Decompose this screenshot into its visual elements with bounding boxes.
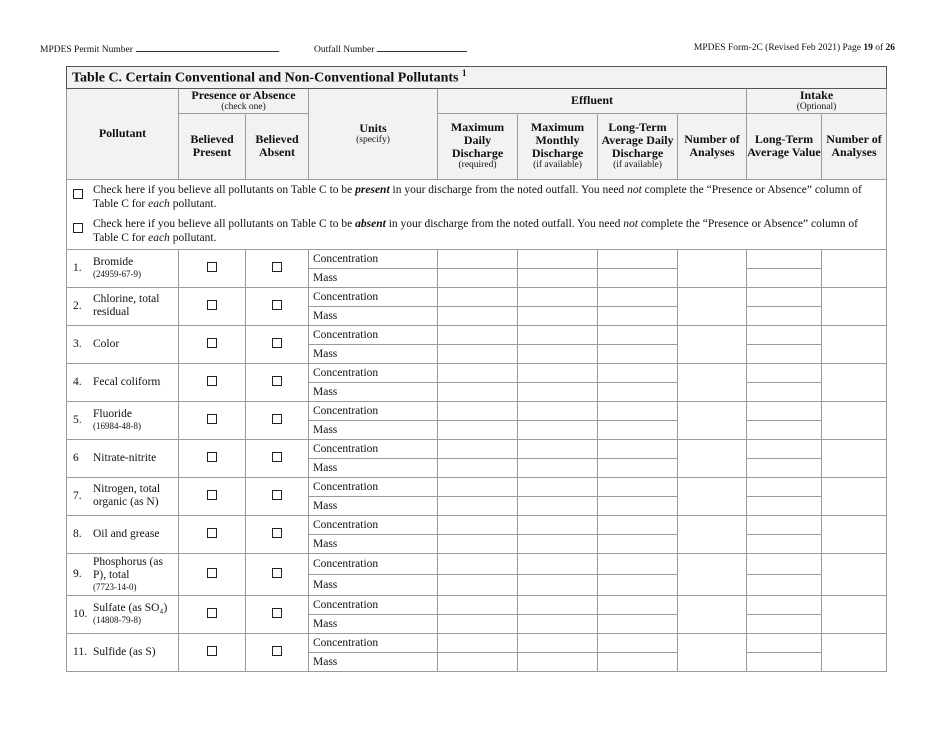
pollutant-4-number: 4.: [73, 375, 82, 388]
col-group-effluent: Effluent: [438, 88, 747, 113]
pollutant-8-cell: [67, 515, 179, 553]
pollutant-3-absent-cell: [246, 325, 309, 363]
permit-number-field[interactable]: [40, 42, 279, 56]
pollutant-11-unit-mass: Mass: [309, 652, 438, 671]
all-present-checkbox[interactable]: [73, 189, 83, 199]
pollutant-10-unit-mass: Mass: [309, 614, 438, 633]
pollutant-10-name: Sulfate (as SO₄): [93, 602, 168, 615]
pollutant-3-cell: [67, 325, 179, 363]
pollutant-1-mass-intake-avg[interactable]: [747, 268, 822, 287]
pollutant-9-unit-mass: Mass: [309, 574, 438, 595]
pollutant-10-unit-concentration: Concentration: [309, 595, 438, 614]
pollutant-1-believed-present-checkbox[interactable]: [207, 262, 217, 272]
pollutant-11-believed-present-checkbox[interactable]: [207, 646, 217, 656]
pollutant-7-mass-max-daily[interactable]: [438, 496, 518, 515]
col-num-analyses-intake: Number of Analyses: [822, 113, 887, 179]
pollutant-8-mass-max-daily[interactable]: [438, 534, 518, 553]
pollutant-11-conc-max-monthly[interactable]: [518, 633, 598, 652]
pollutant-11-mass-long-term-avg[interactable]: [598, 652, 678, 671]
pollutant-1-present-cell: [179, 249, 246, 287]
pollutant-1-name: Bromide: [93, 256, 134, 269]
pollutant-11-mass-intake-avg[interactable]: [747, 652, 822, 671]
pollutant-8-absent-cell: [246, 515, 309, 553]
col-pollutant: Pollutant: [67, 88, 179, 179]
pollutant-4-unit-mass: Mass: [309, 382, 438, 401]
col-num-analyses-effluent: Number of Analyses: [678, 113, 747, 179]
pollutant-1-mass-max-daily[interactable]: [438, 268, 518, 287]
pollutant-9-conc-max-monthly[interactable]: [518, 553, 598, 574]
pollutant-2-cell: [67, 287, 179, 325]
pollutant-7-conc-intake-avg[interactable]: [747, 477, 822, 496]
pollutant-5-mass-intake-avg[interactable]: [747, 420, 822, 439]
pollutant-9-concentration-row: [67, 553, 887, 574]
pollutant-3-number: 3.: [73, 337, 82, 350]
pollutant-5-mass-long-term-avg[interactable]: [598, 420, 678, 439]
pollutant-4-cell: [67, 363, 179, 401]
pollutant-2-num-analyses-effluent[interactable]: [678, 287, 747, 325]
pollutant-4-mass-intake-avg[interactable]: [747, 382, 822, 401]
pollutant-5-cell: [67, 401, 179, 439]
pollutant-5-number: 5.: [73, 413, 82, 426]
pollutant-3-unit-mass: Mass: [309, 344, 438, 363]
pollutant-2-concentration-row: [67, 287, 887, 306]
pollutant-6-mass-max-monthly[interactable]: [518, 458, 598, 477]
col-max-daily: Maximum Daily Discharge (required): [438, 113, 518, 179]
pollutant-9-conc-intake-avg[interactable]: [747, 553, 822, 574]
pollutant-5-num-analyses-effluent[interactable]: [678, 401, 747, 439]
pollutant-8-number: 8.: [73, 527, 82, 540]
pollutant-11-absent-cell: [246, 633, 309, 671]
pollutant-9-cell: [67, 553, 179, 595]
pollutant-1-absent-cell: [246, 249, 309, 287]
pollutant-8-concentration-row: [67, 515, 887, 534]
pollutant-6-conc-max-daily[interactable]: [438, 439, 518, 458]
pollutant-6-conc-long-term-avg[interactable]: [598, 439, 678, 458]
note-all-absent-text: Check here if you believe all pollutants on Table C to be absent in your discharge from the noted outfall. You need not complete the “Presence or Absence” column of Table C for each pollutant.: [93, 217, 858, 244]
pollutant-7-unit-mass: Mass: [309, 496, 438, 515]
pollutant-1-concentration-row: [67, 249, 887, 268]
pollutant-9-mass-max-daily[interactable]: [438, 574, 518, 595]
pollutant-11-num-analyses-effluent[interactable]: [678, 633, 747, 671]
pollutant-7-concentration-row: [67, 477, 887, 496]
pollutant-3-mass-intake-avg[interactable]: [747, 344, 822, 363]
pollutant-10-mass-intake-avg[interactable]: [747, 614, 822, 633]
pollutant-2-name: Chlorine, total residual: [93, 293, 160, 319]
pollutant-8-mass-max-monthly[interactable]: [518, 534, 598, 553]
col-long-term-avg-value: Long-Term Average Value: [747, 113, 822, 179]
page-total: 26: [885, 43, 895, 53]
col-max-monthly: Maximum Monthly Discharge (if available): [518, 113, 598, 179]
pollutant-4-absent-cell: [246, 363, 309, 401]
pollutant-5-present-cell: [179, 401, 246, 439]
pollutant-2-believed-absent-checkbox[interactable]: [272, 300, 282, 310]
outfall-number-field[interactable]: [314, 42, 467, 56]
title-footnote: 1: [461, 68, 467, 78]
pollutant-4-believed-present-checkbox[interactable]: [207, 376, 217, 386]
pollutant-5-absent-cell: [246, 401, 309, 439]
pollutant-7-conc-max-monthly[interactable]: [518, 477, 598, 496]
pollutant-4-mass-max-monthly[interactable]: [518, 382, 598, 401]
pollutant-9-conc-long-term-avg[interactable]: [598, 553, 678, 574]
pollutant-3-concentration-row: [67, 325, 887, 344]
pollutant-9-number: 9.: [73, 567, 82, 580]
pollutant-1-believed-absent-checkbox[interactable]: [272, 262, 282, 272]
pollutant-4-num-analyses-intake[interactable]: [822, 363, 887, 401]
pollutant-6-believed-absent-checkbox[interactable]: [272, 452, 282, 462]
pollutant-10-num-analyses-effluent[interactable]: [678, 595, 747, 633]
pollutant-5-unit-mass: Mass: [309, 420, 438, 439]
pollutant-3-mass-max-monthly[interactable]: [518, 344, 598, 363]
page-header: [40, 42, 910, 56]
pollutant-7-mass-intake-avg[interactable]: [747, 496, 822, 515]
pollutant-7-name: Nitrogen, total organic (as N): [93, 483, 161, 509]
pollutant-2-conc-max-monthly[interactable]: [518, 287, 598, 306]
pollutant-7-number: 7.: [73, 489, 82, 502]
pollutant-6-name: Nitrate-nitrite: [93, 451, 157, 464]
pollutant-3-conc-max-daily[interactable]: [438, 325, 518, 344]
pollutant-9-believed-absent-checkbox[interactable]: [272, 568, 282, 578]
pollutant-4-unit-concentration: Concentration: [309, 363, 438, 382]
pollutant-6-mass-long-term-avg[interactable]: [598, 458, 678, 477]
all-absent-checkbox[interactable]: [73, 223, 83, 233]
pollutant-3-conc-intake-avg[interactable]: [747, 325, 822, 344]
col-group-intake: Intake (Optional): [747, 88, 887, 113]
pollutant-3-believed-present-checkbox[interactable]: [207, 338, 217, 348]
pollutant-3-present-cell: [179, 325, 246, 363]
pollutant-4-mass-max-daily[interactable]: [438, 382, 518, 401]
pollutant-1-conc-max-daily[interactable]: [438, 249, 518, 268]
pollutant-10-num-analyses-intake[interactable]: [822, 595, 887, 633]
pollutant-9-absent-cell: [246, 553, 309, 595]
col-units: Units (specify): [309, 88, 438, 179]
pollutant-1-conc-intake-avg[interactable]: [747, 249, 822, 268]
pollutant-11-number: 11.: [73, 645, 87, 658]
pollutant-7-cell: [67, 477, 179, 515]
pollutant-4-num-analyses-effluent[interactable]: [678, 363, 747, 401]
pollutant-6-concentration-row: [67, 439, 887, 458]
pollutant-11-conc-long-term-avg[interactable]: [598, 633, 678, 652]
pollutant-2-mass-max-daily[interactable]: [438, 306, 518, 325]
note-all-absent: [73, 217, 880, 245]
pollutant-1-mass-long-term-avg[interactable]: [598, 268, 678, 287]
intake-sub: (Optional): [796, 101, 837, 112]
pollutant-8-conc-max-monthly[interactable]: [518, 515, 598, 534]
pollutant-10-mass-max-daily[interactable]: [438, 614, 518, 633]
pollutant-2-number: 2.: [73, 299, 82, 312]
pollutant-1-unit-concentration: Concentration: [309, 249, 438, 268]
presence-sub: (check one): [221, 101, 266, 112]
pollutant-9-num-analyses-intake[interactable]: [822, 553, 887, 595]
note-all-present: [73, 183, 880, 211]
pollutant-8-mass-intake-avg[interactable]: [747, 534, 822, 553]
pollutant-9-cas: (7723-14-0): [93, 581, 137, 592]
pollutant-7-conc-long-term-avg[interactable]: [598, 477, 678, 496]
pollutant-7-num-analyses-intake[interactable]: [822, 477, 887, 515]
pollutant-11-present-cell: [179, 633, 246, 671]
pollutant-2-conc-long-term-avg[interactable]: [598, 287, 678, 306]
pollutant-4-conc-long-term-avg[interactable]: [598, 363, 678, 382]
pollutant-4-concentration-row: [67, 363, 887, 382]
pollutant-9-mass-long-term-avg[interactable]: [598, 574, 678, 595]
page-of: of: [875, 43, 884, 53]
pollutant-2-conc-intake-avg[interactable]: [747, 287, 822, 306]
pollutant-8-present-cell: [179, 515, 246, 553]
pollutant-6-conc-max-monthly[interactable]: [518, 439, 598, 458]
pollutant-6-absent-cell: [246, 439, 309, 477]
pollutant-9-conc-max-daily[interactable]: [438, 553, 518, 574]
note-all-present-text: Check here if you believe all pollutants on Table C to be present in your discharge from the noted outfall. You need not complete the “Presence or Absence” column of Table C for each pollutant.: [93, 183, 862, 210]
pollutant-4-believed-absent-checkbox[interactable]: [272, 376, 282, 386]
pollutant-5-mass-max-daily[interactable]: [438, 420, 518, 439]
check-all-notes: [67, 179, 887, 249]
col-believed-absent: Believed Absent: [246, 113, 309, 179]
pollutant-5-name: Fluoride: [93, 408, 132, 421]
pollutant-1-unit-mass: Mass: [309, 268, 438, 287]
col-believed-present: Believed Present: [179, 113, 246, 179]
pollutant-10-mass-long-term-avg[interactable]: [598, 614, 678, 633]
pollutant-10-conc-max-monthly[interactable]: [518, 595, 598, 614]
form-page-label: [694, 42, 895, 54]
pollutant-6-mass-max-daily[interactable]: [438, 458, 518, 477]
pollutants-table: [66, 66, 887, 672]
pollutant-1-num-analyses-intake[interactable]: [822, 249, 887, 287]
pollutant-6-present-cell: [179, 439, 246, 477]
pollutant-3-conc-long-term-avg[interactable]: [598, 325, 678, 344]
pollutant-10-believed-absent-checkbox[interactable]: [272, 608, 282, 618]
pollutant-6-cell: [67, 439, 179, 477]
pollutant-3-num-analyses-effluent[interactable]: [678, 325, 747, 363]
pollutant-11-conc-max-daily[interactable]: [438, 633, 518, 652]
pollutant-6-unit-concentration: Concentration: [309, 439, 438, 458]
pollutant-1-mass-max-monthly[interactable]: [518, 268, 598, 287]
pollutant-8-name: Oil and grease: [93, 527, 160, 540]
pollutant-10-absent-cell: [246, 595, 309, 633]
pollutant-6-num-analyses-intake[interactable]: [822, 439, 887, 477]
pollutant-5-num-analyses-intake[interactable]: [822, 401, 887, 439]
pollutant-5-believed-absent-checkbox[interactable]: [272, 414, 282, 424]
pollutant-3-unit-concentration: Concentration: [309, 325, 438, 344]
pollutant-11-believed-absent-checkbox[interactable]: [272, 646, 282, 656]
pollutant-11-concentration-row: [67, 633, 887, 652]
pollutant-2-absent-cell: [246, 287, 309, 325]
pollutant-6-unit-mass: Mass: [309, 458, 438, 477]
pollutant-8-unit-mass: Mass: [309, 534, 438, 553]
pollutant-5-conc-max-monthly[interactable]: [518, 401, 598, 420]
pollutant-10-present-cell: [179, 595, 246, 633]
pollutant-10-conc-intake-avg[interactable]: [747, 595, 822, 614]
pollutant-10-conc-long-term-avg[interactable]: [598, 595, 678, 614]
pollutant-9-num-analyses-effluent[interactable]: [678, 553, 747, 595]
pollutant-7-mass-max-monthly[interactable]: [518, 496, 598, 515]
pollutant-11-name: Sulfide (as S): [93, 645, 156, 658]
pollutant-10-believed-present-checkbox[interactable]: [207, 608, 217, 618]
pollutant-2-believed-present-checkbox[interactable]: [207, 300, 217, 310]
pollutant-8-mass-long-term-avg[interactable]: [598, 534, 678, 553]
pollutant-1-number: 1.: [73, 261, 82, 274]
pollutant-5-unit-concentration: Concentration: [309, 401, 438, 420]
pollutant-2-unit-concentration: Concentration: [309, 287, 438, 306]
pollutant-10-conc-max-daily[interactable]: [438, 595, 518, 614]
pollutant-3-conc-max-monthly[interactable]: [518, 325, 598, 344]
pollutant-9-mass-intake-avg[interactable]: [747, 574, 822, 595]
page-current: 19: [863, 43, 873, 53]
pollutant-2-mass-max-monthly[interactable]: [518, 306, 598, 325]
pollutant-2-num-analyses-intake[interactable]: [822, 287, 887, 325]
col-long-term-avg-daily: Long-Term Average Daily Discharge (if available): [598, 113, 678, 179]
pollutant-3-name: Color: [93, 337, 120, 350]
pollutant-1-cas: (24959-67-9): [93, 269, 141, 280]
pollutant-6-num-analyses-effluent[interactable]: [678, 439, 747, 477]
pollutant-11-mass-max-daily[interactable]: [438, 652, 518, 671]
pollutant-9-believed-present-checkbox[interactable]: [207, 568, 217, 578]
pollutant-6-conc-intake-avg[interactable]: [747, 439, 822, 458]
pollutant-9-mass-max-monthly[interactable]: [518, 574, 598, 595]
pollutant-10-mass-max-monthly[interactable]: [518, 614, 598, 633]
pollutant-10-number: 10.: [73, 607, 88, 620]
pollutant-4-present-cell: [179, 363, 246, 401]
pollutant-7-present-cell: [179, 477, 246, 515]
pollutant-5-cas: (16984-48-8): [93, 421, 141, 432]
pollutant-10-concentration-row: [67, 595, 887, 614]
pollutant-1-conc-long-term-avg[interactable]: [598, 249, 678, 268]
pollutant-7-believed-present-checkbox[interactable]: [207, 490, 217, 500]
pollutant-3-believed-absent-checkbox[interactable]: [272, 338, 282, 348]
form-label: MPDES Form-2C (Revised Feb 2021) Page: [693, 43, 861, 53]
pollutant-9-name: Phosphorus (as P), total: [93, 555, 163, 581]
pollutant-5-concentration-row: [67, 401, 887, 420]
pollutant-9-present-cell: [179, 553, 246, 595]
pollutant-7-believed-absent-checkbox[interactable]: [272, 490, 282, 500]
pollutant-3-mass-max-daily[interactable]: [438, 344, 518, 363]
pollutant-8-believed-absent-checkbox[interactable]: [272, 528, 282, 538]
pollutant-5-conc-long-term-avg[interactable]: [598, 401, 678, 420]
pollutant-4-conc-max-daily[interactable]: [438, 363, 518, 382]
pollutant-2-unit-mass: Mass: [309, 306, 438, 325]
pollutant-6-believed-present-checkbox[interactable]: [207, 452, 217, 462]
pollutant-8-believed-present-checkbox[interactable]: [207, 528, 217, 538]
pollutant-1-num-analyses-effluent[interactable]: [678, 249, 747, 287]
pollutant-6-number: 6: [73, 451, 79, 464]
pollutant-5-conc-intake-avg[interactable]: [747, 401, 822, 420]
pollutant-5-believed-present-checkbox[interactable]: [207, 414, 217, 424]
pollutant-7-conc-max-daily[interactable]: [438, 477, 518, 496]
pollutant-11-unit-concentration: Concentration: [309, 633, 438, 652]
pollutant-3-num-analyses-intake[interactable]: [822, 325, 887, 363]
pollutant-5-mass-max-monthly[interactable]: [518, 420, 598, 439]
pollutant-1-cell: [67, 249, 179, 287]
pollutant-8-conc-long-term-avg[interactable]: [598, 515, 678, 534]
pollutant-10-cas: (14808-79-8): [93, 615, 141, 626]
pollutant-4-name: Fecal coliform: [93, 375, 161, 388]
pollutant-2-conc-max-daily[interactable]: [438, 287, 518, 306]
pollutant-11-cell: [67, 633, 179, 671]
outfall-number-label: Outfall Number: [314, 45, 375, 55]
col-group-presence: Presence or Absence (check one): [179, 88, 309, 113]
pollutant-2-mass-long-term-avg[interactable]: [598, 306, 678, 325]
pollutant-8-num-analyses-intake[interactable]: [822, 515, 887, 553]
pollutant-11-conc-intake-avg[interactable]: [747, 633, 822, 652]
pollutant-7-absent-cell: [246, 477, 309, 515]
pollutant-8-unit-concentration: Concentration: [309, 515, 438, 534]
pollutant-5-conc-max-daily[interactable]: [438, 401, 518, 420]
pollutant-3-mass-long-term-avg[interactable]: [598, 344, 678, 363]
pollutant-11-mass-max-monthly[interactable]: [518, 652, 598, 671]
pollutant-4-conc-intake-avg[interactable]: [747, 363, 822, 382]
pollutant-4-mass-long-term-avg[interactable]: [598, 382, 678, 401]
pollutant-7-unit-concentration: Concentration: [309, 477, 438, 496]
units-sub: (specify): [356, 134, 390, 145]
permit-number-label: MPDES Permit Number: [40, 45, 133, 55]
pollutant-1-conc-max-monthly[interactable]: [518, 249, 598, 268]
pollutant-8-num-analyses-effluent[interactable]: [678, 515, 747, 553]
pollutant-rows: [67, 249, 887, 671]
pollutant-11-num-analyses-intake[interactable]: [822, 633, 887, 671]
pollutant-8-conc-intake-avg[interactable]: [747, 515, 822, 534]
pollutant-2-present-cell: [179, 287, 246, 325]
pollutant-6-mass-intake-avg[interactable]: [747, 458, 822, 477]
pollutant-8-conc-max-daily[interactable]: [438, 515, 518, 534]
pollutant-10-cell: [67, 595, 179, 633]
pollutant-7-num-analyses-effluent[interactable]: [678, 477, 747, 515]
table-title: Table C. Certain Conventional and Non-Conventional Pollutants $^1$: [67, 67, 887, 89]
pollutant-4-conc-max-monthly[interactable]: [518, 363, 598, 382]
pollutant-9-unit-concentration: Concentration: [309, 553, 438, 574]
pollutant-2-mass-intake-avg[interactable]: [747, 306, 822, 325]
pollutant-7-mass-long-term-avg[interactable]: [598, 496, 678, 515]
